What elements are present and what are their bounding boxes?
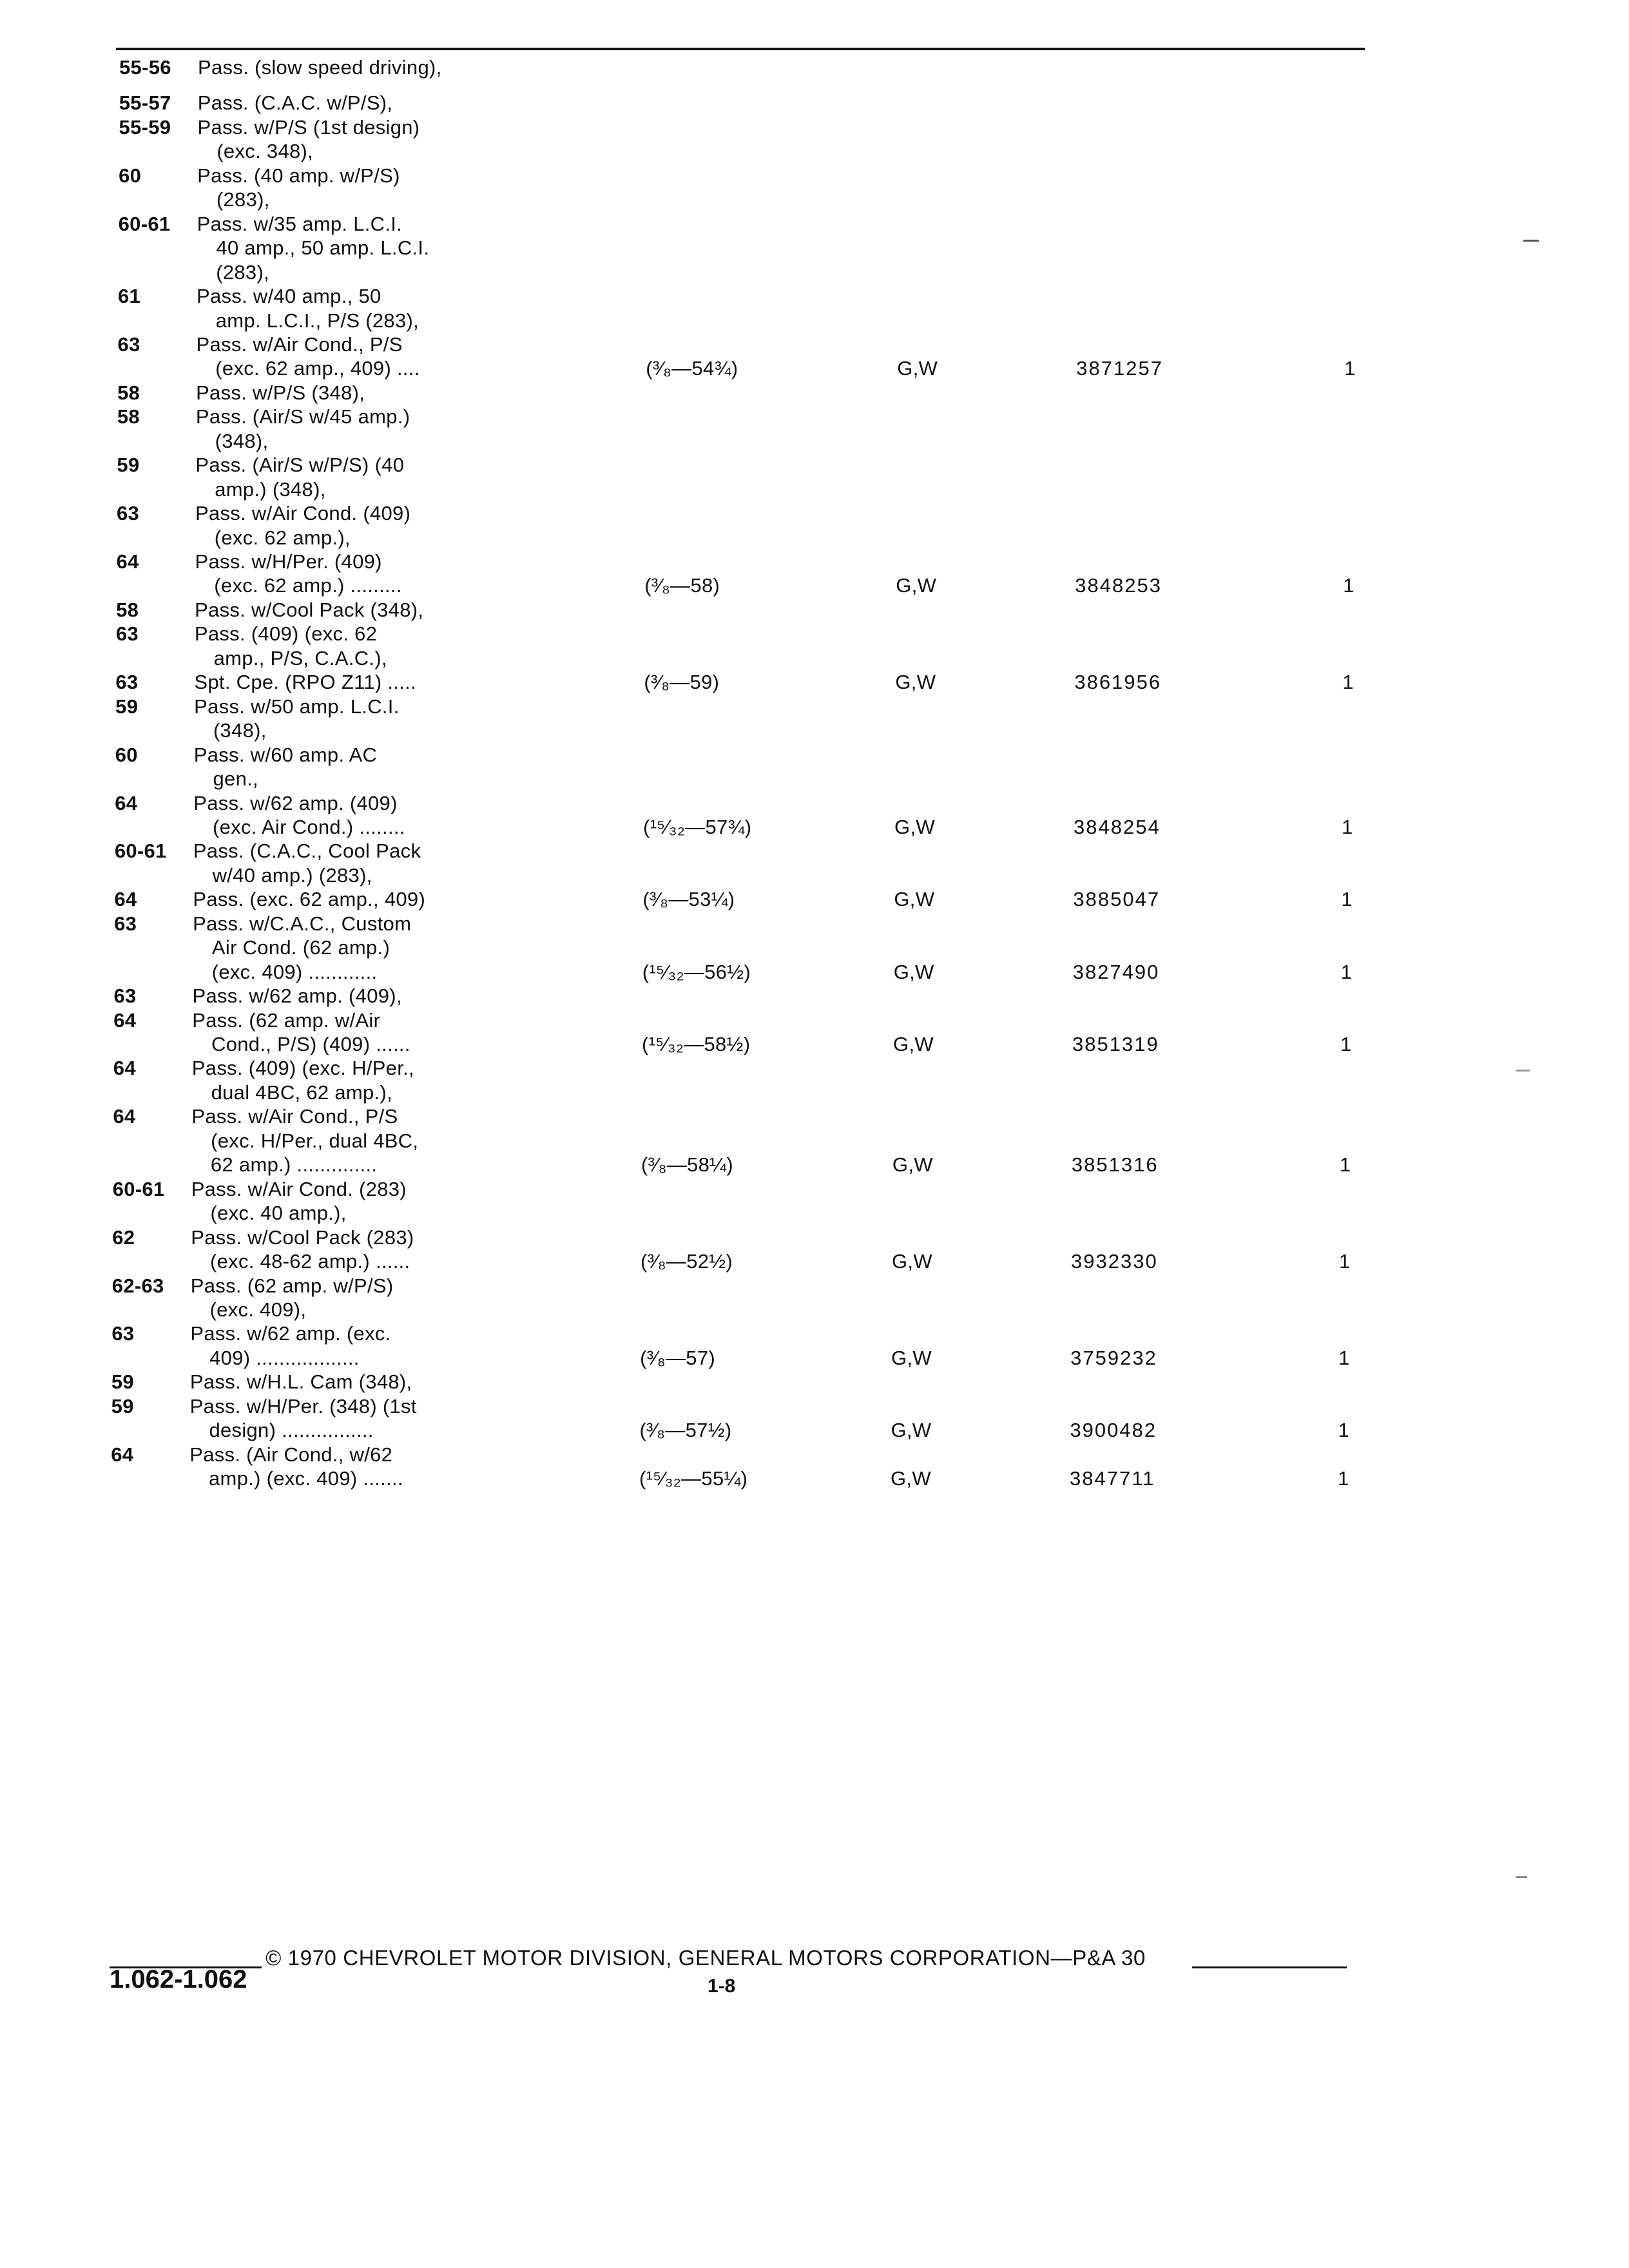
model-year: 62 bbox=[112, 1225, 135, 1249]
application-description: (exc. 48-62 amp.) ...... bbox=[210, 1250, 410, 1273]
table-row bbox=[114, 912, 1629, 936]
application-description: design) ................ bbox=[209, 1419, 374, 1442]
table-row bbox=[111, 1346, 1629, 1370]
table-row bbox=[117, 526, 1629, 550]
table-row bbox=[114, 960, 1629, 984]
part-number: 3759232 bbox=[1070, 1346, 1157, 1369]
page-code: 1.062-1.062 bbox=[110, 1965, 247, 1994]
model-year: 60 bbox=[119, 164, 142, 187]
quantity: 1 bbox=[1340, 960, 1353, 983]
part-number: 3851319 bbox=[1072, 1033, 1159, 1055]
application-description: Pass. (Air/S w/P/S) (40 bbox=[195, 454, 405, 477]
model-year: 63 bbox=[116, 502, 140, 525]
part-number: 3861956 bbox=[1074, 671, 1162, 694]
application-description: Pass. w/Air Cond. (283) bbox=[191, 1177, 407, 1200]
diagram-code: G,W bbox=[894, 815, 935, 838]
application-description: Pass. w/H.L. Cam (348), bbox=[189, 1370, 412, 1394]
application-description: Pass. w/Air Cond., P/S bbox=[191, 1105, 398, 1128]
model-year: 63 bbox=[111, 1322, 135, 1345]
table-row bbox=[117, 550, 1629, 573]
belt-size: (¹⁵⁄₃₂—58½) bbox=[642, 1033, 751, 1055]
application-description: Pass. w/P/S (1st design) bbox=[197, 115, 420, 139]
application-description: Pass. (409) (exc. H/Per., bbox=[191, 1057, 414, 1080]
model-year: 60-61 bbox=[118, 212, 171, 235]
table-row bbox=[113, 1177, 1629, 1201]
table-row bbox=[119, 55, 1629, 79]
table-row bbox=[113, 1104, 1629, 1128]
application-description: Pass. w/H/Per. (348) (1st bbox=[189, 1394, 417, 1418]
table-row bbox=[117, 501, 1629, 525]
application-description: Pass. w/C.A.C., Custom bbox=[193, 912, 412, 935]
table-row bbox=[115, 815, 1629, 839]
part-number: 3900482 bbox=[1070, 1419, 1157, 1442]
part-number: 3885047 bbox=[1073, 888, 1161, 911]
application-description: Pass. (Air/S w/45 amp.) bbox=[195, 405, 410, 428]
table-row bbox=[113, 1129, 1629, 1153]
application-description: (exc. 409), bbox=[209, 1298, 307, 1321]
model-year: 60 bbox=[115, 743, 138, 766]
table-row bbox=[115, 839, 1629, 863]
application-description: Pass. w/62 amp. (409) bbox=[193, 791, 398, 814]
application-description: Pass. w/Cool Pack (348), bbox=[195, 598, 424, 621]
table-row bbox=[113, 1032, 1629, 1056]
application-description: 40 amp., 50 amp. L.C.I. bbox=[216, 236, 430, 260]
application-description: (283), bbox=[216, 188, 270, 211]
application-description: amp.) (348), bbox=[215, 477, 326, 501]
belt-size: (¹⁵⁄₃₂—57¾) bbox=[643, 815, 752, 838]
table-row bbox=[115, 718, 1629, 742]
application-description: Cond., P/S) (409) ...... bbox=[211, 1033, 410, 1055]
application-description: Pass. w/62 amp. (409), bbox=[192, 985, 402, 1008]
model-year: 64 bbox=[111, 1443, 134, 1466]
application-description: Pass. w/H/Per. (409) bbox=[195, 550, 382, 573]
application-description: Pass. (62 amp. w/P/S) bbox=[190, 1274, 394, 1297]
model-year: 58 bbox=[117, 405, 140, 428]
model-year: 55-56 bbox=[119, 56, 171, 79]
application-description: Pass. w/40 amp., 50 bbox=[196, 285, 381, 308]
model-year: 59 bbox=[117, 454, 140, 477]
diagram-code: G,W bbox=[891, 1419, 932, 1442]
margin-mark bbox=[1516, 1070, 1530, 1072]
application-description: amp., P/S, C.A.C.), bbox=[213, 646, 387, 669]
application-description: (exc. 409) ............ bbox=[211, 960, 378, 983]
model-year: 58 bbox=[117, 381, 140, 404]
table-row bbox=[112, 1249, 1629, 1273]
table-row bbox=[118, 332, 1629, 356]
table-row bbox=[119, 187, 1629, 211]
diagram-code: G,W bbox=[894, 888, 935, 911]
quantity: 1 bbox=[1339, 1250, 1351, 1273]
table-row bbox=[114, 887, 1629, 911]
application-description: Pass. w/50 amp. L.C.I. bbox=[194, 695, 400, 718]
table-row bbox=[117, 453, 1629, 477]
diagram-code: G,W bbox=[891, 1467, 931, 1490]
application-description: amp.) (exc. 409) ....... bbox=[209, 1467, 403, 1490]
table-row bbox=[111, 1418, 1629, 1442]
model-year: 55-59 bbox=[119, 115, 171, 139]
belt-size: (³⁄₈—53¼) bbox=[642, 888, 735, 911]
model-year: 64 bbox=[116, 550, 139, 573]
application-description: Pass. (C.A.C., Cool Pack bbox=[193, 840, 421, 863]
page-number: 1-8 bbox=[708, 1975, 736, 1997]
belt-size: (³⁄₈—57) bbox=[640, 1346, 715, 1369]
part-number: 3827490 bbox=[1072, 960, 1160, 983]
part-number: 3848254 bbox=[1074, 815, 1161, 838]
model-year: 60-61 bbox=[112, 1177, 165, 1200]
table-row bbox=[112, 1201, 1629, 1225]
table-row bbox=[117, 356, 1629, 380]
model-year: 61 bbox=[117, 285, 141, 308]
application-description: Pass. (409) (exc. 62 bbox=[194, 622, 378, 646]
application-description: Spt. Cpe. (RPO Z11) ..... bbox=[194, 671, 416, 694]
quantity: 1 bbox=[1338, 1419, 1349, 1442]
part-number: 3871257 bbox=[1076, 357, 1163, 380]
model-year: 58 bbox=[116, 598, 139, 621]
part-number: 3847711 bbox=[1070, 1467, 1155, 1490]
belt-size: (³⁄₈—58) bbox=[644, 574, 720, 597]
table-row bbox=[118, 309, 1629, 332]
copyright-notice: © 1970 CHEVROLET MOTOR DIVISION, GENERAL MOTORS CORPORATION—P&A 30 bbox=[265, 1946, 1146, 1970]
table-row bbox=[113, 1081, 1629, 1104]
application-description: (exc. 62 amp.), bbox=[214, 526, 351, 549]
application-description: (exc. Air Cond.) ........ bbox=[213, 815, 405, 838]
part-number: 3848253 bbox=[1075, 574, 1162, 597]
belt-size: (¹⁵⁄₃₂—56½) bbox=[642, 960, 751, 983]
application-description: Pass. (62 amp. w/Air bbox=[192, 1008, 381, 1032]
table-row bbox=[111, 1443, 1629, 1466]
top-rule bbox=[116, 48, 1365, 50]
table-row bbox=[119, 212, 1629, 236]
diagram-code: G,W bbox=[893, 960, 934, 983]
table-row bbox=[119, 139, 1629, 163]
application-description: Pass. (Air Cond., w/62 bbox=[189, 1443, 393, 1466]
quantity: 1 bbox=[1343, 574, 1354, 597]
table-row bbox=[116, 598, 1629, 622]
application-description: Pass. w/Air Cond., P/S bbox=[196, 332, 403, 356]
application-description: Pass. (slow speed driving), bbox=[198, 56, 442, 79]
application-description: Pass. w/P/S (348), bbox=[196, 381, 365, 404]
model-year: 59 bbox=[111, 1394, 134, 1418]
belt-size: (³⁄₈—59) bbox=[644, 671, 720, 694]
table-row bbox=[115, 791, 1629, 815]
table-row bbox=[117, 429, 1629, 453]
table-row bbox=[115, 743, 1629, 767]
model-year: 64 bbox=[114, 888, 137, 911]
application-description: Pass. (40 amp. w/P/S) bbox=[197, 164, 400, 187]
application-description: Pass. (C.A.C. w/P/S), bbox=[197, 91, 393, 115]
table-row bbox=[111, 1466, 1629, 1490]
quantity: 1 bbox=[1342, 815, 1353, 838]
diagram-code: G,W bbox=[893, 1033, 934, 1055]
application-description: 62 amp.) .............. bbox=[210, 1153, 378, 1177]
application-description: (exc. 40 amp.), bbox=[210, 1202, 347, 1225]
model-year: 62-63 bbox=[111, 1274, 164, 1297]
application-description: (348), bbox=[213, 719, 267, 742]
application-description: Pass. w/62 amp. (exc. bbox=[190, 1322, 391, 1345]
model-year: 60-61 bbox=[114, 840, 167, 863]
belt-size: (³⁄₈—54¾) bbox=[646, 357, 738, 380]
belt-size: (³⁄₈—57½) bbox=[639, 1419, 732, 1442]
table-row bbox=[118, 284, 1629, 308]
application-description: 409) .................. bbox=[209, 1346, 360, 1369]
table-row bbox=[116, 622, 1629, 646]
model-year: 63 bbox=[115, 671, 139, 694]
table-row bbox=[116, 573, 1629, 597]
model-year: 64 bbox=[113, 1057, 136, 1080]
model-year: 63 bbox=[114, 912, 137, 935]
model-year: 64 bbox=[113, 1105, 136, 1128]
table-row bbox=[111, 1394, 1629, 1418]
table-row bbox=[113, 1153, 1629, 1177]
application-description: gen., bbox=[213, 767, 258, 791]
model-year: 64 bbox=[115, 791, 138, 814]
model-year: 64 bbox=[113, 1008, 137, 1032]
quantity: 1 bbox=[1339, 1153, 1351, 1177]
table-row bbox=[114, 936, 1629, 959]
table-row bbox=[119, 115, 1629, 139]
table-row bbox=[111, 1370, 1629, 1394]
table-row bbox=[113, 1056, 1629, 1080]
application-description: Pass. w/60 amp. AC bbox=[193, 743, 378, 766]
table-row bbox=[118, 260, 1629, 284]
table-row bbox=[112, 1225, 1629, 1249]
table-row bbox=[112, 1274, 1629, 1298]
belt-size: (¹⁵⁄₃₂—55¼) bbox=[639, 1467, 748, 1490]
part-number: 3851316 bbox=[1071, 1153, 1159, 1177]
table-row bbox=[115, 767, 1629, 791]
application-description: (348), bbox=[215, 429, 269, 452]
quantity: 1 bbox=[1340, 1033, 1352, 1055]
diagram-code: G,W bbox=[891, 1346, 932, 1369]
table-row bbox=[117, 477, 1629, 501]
table-row bbox=[118, 236, 1629, 260]
diagram-code: G,W bbox=[892, 1153, 933, 1177]
table-row bbox=[117, 405, 1629, 428]
application-description: dual 4BC, 62 amp.), bbox=[211, 1081, 392, 1104]
application-description: Pass. (exc. 62 amp., 409) bbox=[193, 888, 426, 911]
diagram-code: G,W bbox=[897, 357, 938, 380]
model-year: 59 bbox=[111, 1370, 134, 1394]
quantity: 1 bbox=[1338, 1346, 1350, 1369]
diagram-code: G,W bbox=[896, 574, 937, 597]
application-description: amp. L.C.I., P/S (283), bbox=[215, 309, 419, 332]
table-row bbox=[117, 381, 1629, 405]
application-description: w/40 amp.) (283), bbox=[212, 863, 372, 887]
application-description: (exc. H/Per., dual 4BC, bbox=[211, 1129, 419, 1152]
table-row bbox=[119, 91, 1629, 115]
table-row bbox=[113, 984, 1629, 1008]
quantity: 1 bbox=[1344, 357, 1356, 380]
table-row bbox=[115, 695, 1629, 718]
table-row bbox=[119, 164, 1629, 187]
table-row bbox=[115, 670, 1629, 694]
application-description: Air Cond. (62 amp.) bbox=[211, 936, 390, 959]
margin-mark bbox=[1523, 240, 1539, 242]
application-description: Pass. w/Air Cond. (409) bbox=[195, 502, 411, 525]
diagram-code: G,W bbox=[895, 671, 936, 694]
diagram-code: G,W bbox=[892, 1250, 932, 1273]
model-year: 63 bbox=[115, 622, 139, 646]
table-row bbox=[111, 1321, 1629, 1345]
belt-size: (³⁄₈—52½) bbox=[641, 1250, 733, 1273]
quantity: 1 bbox=[1338, 1467, 1349, 1490]
table-row bbox=[113, 1008, 1629, 1032]
application-description: (exc. 62 amp., 409) .... bbox=[215, 357, 420, 380]
model-year: 63 bbox=[117, 332, 140, 356]
quantity: 1 bbox=[1342, 671, 1354, 694]
margin-mark bbox=[1516, 1876, 1527, 1878]
belt-size: (³⁄₈—58¼) bbox=[641, 1153, 733, 1177]
part-number: 3932330 bbox=[1071, 1250, 1158, 1273]
model-year: 59 bbox=[115, 695, 139, 718]
model-year: 55-57 bbox=[119, 91, 171, 115]
application-description: (283), bbox=[216, 260, 269, 284]
table-row bbox=[112, 1298, 1629, 1321]
table-row bbox=[115, 863, 1629, 887]
application-description: Pass. w/Cool Pack (283) bbox=[191, 1225, 414, 1249]
quantity: 1 bbox=[1341, 888, 1353, 911]
model-year: 63 bbox=[113, 985, 137, 1008]
application-description: Pass. w/35 amp. L.C.I. bbox=[197, 212, 403, 235]
application-description: (exc. 348), bbox=[217, 140, 314, 163]
application-description: (exc. 62 amp.) ......... bbox=[214, 574, 402, 597]
footer-rule-right bbox=[1192, 1966, 1347, 1968]
table-row bbox=[116, 646, 1629, 670]
